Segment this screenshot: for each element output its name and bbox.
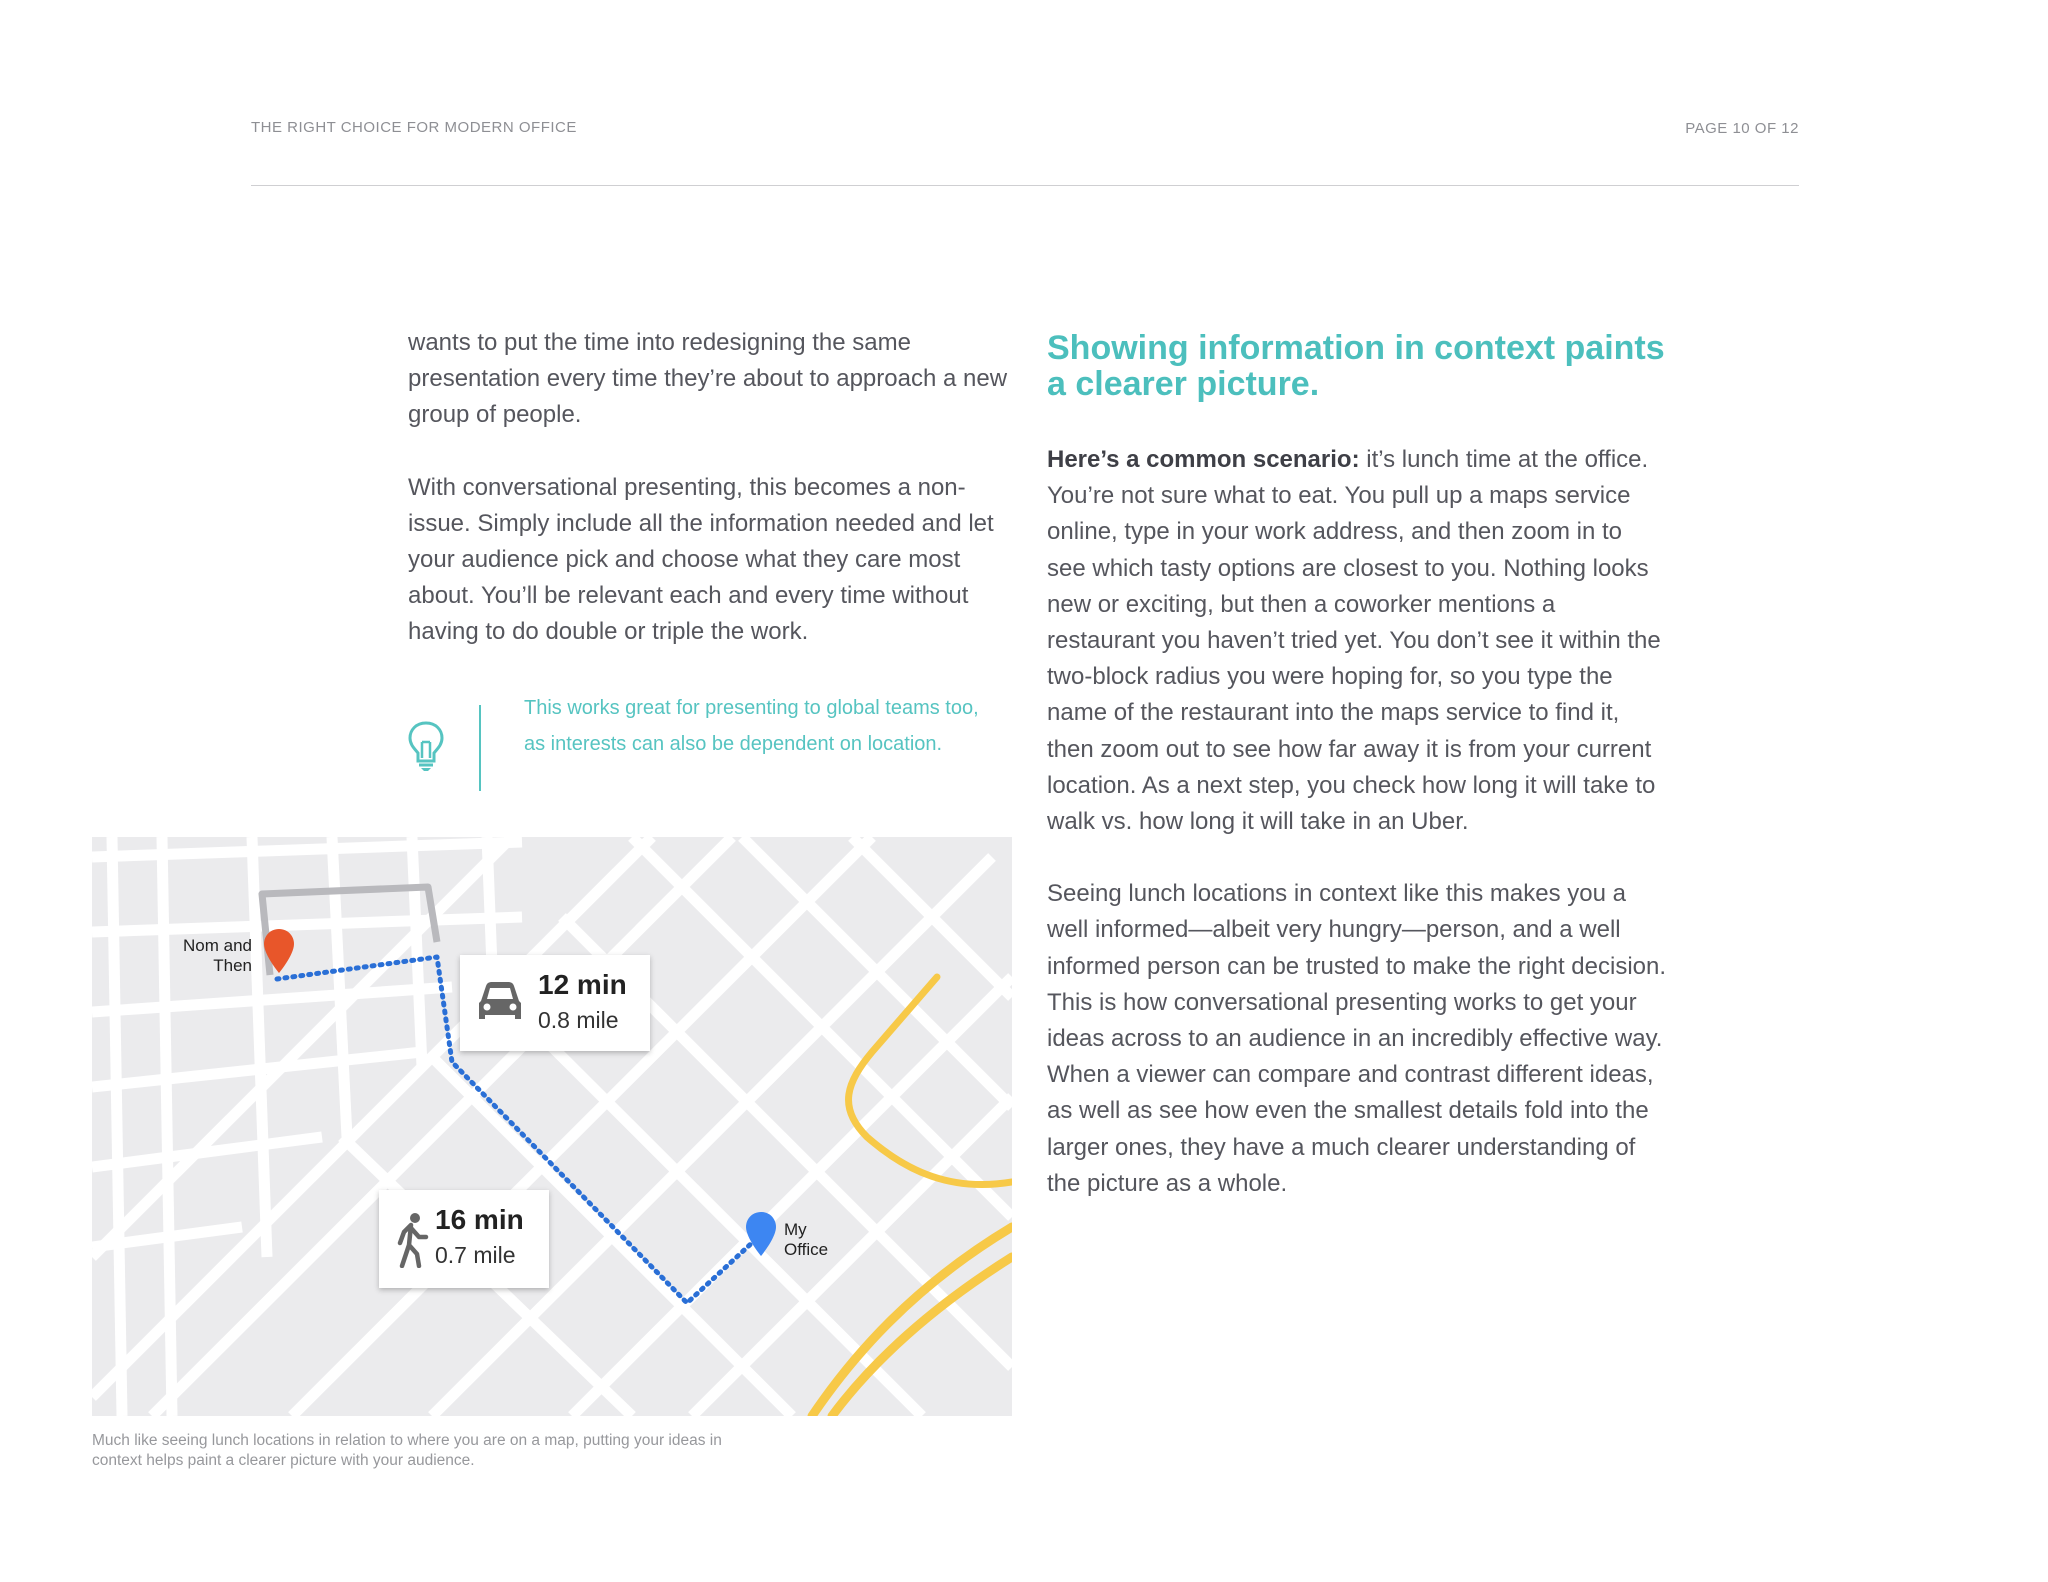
origin-label: Nom and Then xyxy=(183,936,252,975)
drive-time: 12 min xyxy=(538,969,627,1000)
destination-label: My Office xyxy=(784,1220,829,1259)
body-paragraph: wants to put the time into redesigning the same presentation every time they’re about to approach a new group of people. xyxy=(408,329,1008,429)
right-column xyxy=(1047,330,1667,1238)
body-paragraph: With conversational presenting, this becomes a non-issue. Simply include all the information needed and let your audience pick and choose what they care most about. You’ll be relevant each and every time without having to do double or triple the work. xyxy=(408,473,994,646)
route-map xyxy=(92,837,1012,1416)
destination-pin-icon xyxy=(743,1210,779,1258)
walk-distance: 0.7 mile xyxy=(435,1242,516,1268)
car-icon xyxy=(472,975,528,1031)
body-paragraph xyxy=(1047,442,1667,840)
map-streets xyxy=(92,837,1012,1416)
body-paragraph: Seeing lunch locations in context like this makes you a well informed—albeit very hungry—person, and a well informed person can be trusted to make the right decision. This is how conversational presenting works to get your ideas across to an audience in an incredibly effective way. When a viewer can compare and contrast different ideas, as well as see how even the smallest details fold into the larger ones, they have a much clearer understanding of the picture as a whole. xyxy=(1047,880,1667,1197)
figure-caption: Much like seeing lunch locations in relation to where you are on a map, putting your ideas in context helps paint a clearer picture with your audience. xyxy=(92,1432,722,1469)
running-header: THE RIGHT CHOICE FOR MODERN OFFICE xyxy=(251,119,577,136)
walk-time: 16 min xyxy=(435,1204,524,1235)
section-heading: Showing information in context paints a clearer picture. xyxy=(1047,329,1665,403)
drive-time-card xyxy=(460,955,650,1051)
walking-person-icon xyxy=(391,1212,431,1268)
header-divider xyxy=(251,185,1799,186)
drive-distance: 0.8 mile xyxy=(538,1007,619,1033)
tip-callout xyxy=(408,690,1008,790)
scenario-lead: Here’s a common scenario: xyxy=(1047,446,1360,473)
page-number: PAGE 10 OF 12 xyxy=(1685,120,1799,137)
callout-divider xyxy=(479,705,481,791)
origin-pin-icon xyxy=(261,927,297,975)
left-column xyxy=(408,325,1018,687)
callout-text: This works great for presenting to global teams too, as interests can also be dependent on location. xyxy=(524,697,979,755)
lightbulb-icon xyxy=(408,720,444,772)
walk-time-card xyxy=(379,1190,549,1288)
scenario-text: it’s lunch time at the office. You’re not sure what to eat. You pull up a maps service online, type in your work address, and then zoom in to see which tasty options are closest to you. Nothing looks new or exciting, but then a coworker mentions a restaurant you haven’t tried yet. You don’t see it within the two-block radius you were hoping for, so you type the name of the restaurant into the maps service to find it, then zoom out to see how far away it is from your current location. As a next step, you check how long it will take to walk vs. how long it will take in an Uber. xyxy=(1047,446,1661,836)
